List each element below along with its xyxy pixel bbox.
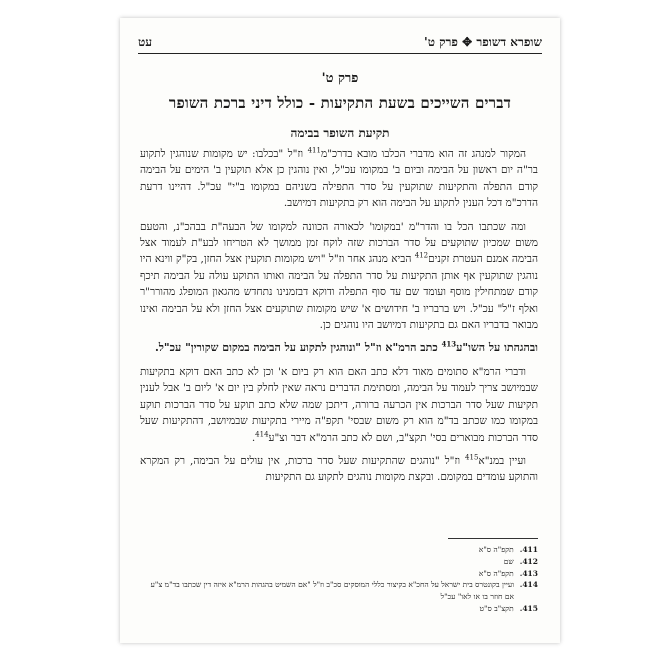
paragraph: המקור למנהג זה הוא מדברי הכלבו מובא בדרכ"מ$^{411}$ וז"ל "בכלבו: יש מקומות שנוהגין לתקוע בר"ה יום ראשון על הבימה וביום ב' במקומו עכ"ל, ואין נוהגין כן אלא תוקעין ב' הימים על הבימה קודם התפלה והתקיעות שתוקעין על סדר התפילה בשניהם במקומו ב"י" עכ"ל. דהיינו דרעת הדרכ"מ דכל הענין לתקוע על הבימה הוא רק בתקיעות דמיושב. xyxy=(140,146,538,210)
paragraph: ודברי הרמ"א סתומים מאוד דלא כתב האם הוא רק ביום א' וכן לא כתב האם דוקא בתקיעות שבמיושב צריך לעמוד על הבימה, ומסתימת הדברים נראה שאין לחלק בין יום א' ליום ב' אבל לענין תקיעות שעל סדר הברכות אין הכרעה ברורה, דיתכן שמה שלא כתב תוקע על סדר הברכות תוקע במקומו כמו שכתב בד"מ הוא רק משום שבסי' תקפ"ה מיירי בתקיעות שבמיושב, דהתקיעות שעל סדר הברכות מבוארים בסי' תקצ"ב, ושם לא כתב הרמ"א דבר וצ"ע$^{414}$. xyxy=(140,365,538,444)
paragraph: ועיין במנ"א$^{415}$ וז"ל "נוהגים שהתקיעות שעל סדר ברכות, אין עולים על הבימה, רק המקרא והתוקע עומדים במקומם. ובקצת מקומות נוהגים לתקוע גם התקיעות xyxy=(140,453,538,484)
footnote: 415. תקצ"ב ס"ט xyxy=(479,603,538,613)
footnote: 413. תקפ"ה ס"א xyxy=(478,568,538,578)
running-title: שופרא דשופר ✥ פרק ט' xyxy=(424,35,542,49)
section-title: תקיעת השופר בבימה xyxy=(290,126,390,140)
footnote-ref: 414 xyxy=(255,430,269,438)
chapter-title: דברים השייכים בשעת התקיעות - כולל דיני ברכת השופר xyxy=(168,94,512,112)
paragraph-bold: ובהגהתו על השו"ע$^{413}$ כתב הרמ"א וז"ל "ונוהגין לתקוע על הבימה במקום שקורין" עכ"ל. xyxy=(154,339,538,355)
footnote: 412. שם xyxy=(503,556,538,566)
book-page xyxy=(120,18,560,643)
running-header xyxy=(138,32,542,54)
body-text xyxy=(140,146,538,493)
footnote: 414. ועיין בקונטרס בית ישראל על החכ"א בקיצור כללי המוסקים סכ"ב וז"ל "אם השמיט בהגהות הרמ"א איזה דין שכתבו בד"מ צ"ע אם חוזר בו או לאו" עכ"ל xyxy=(150,580,538,602)
chapter-label: פרק ט' xyxy=(321,71,359,86)
footnote-divider xyxy=(448,538,538,539)
page-number: עט xyxy=(138,35,153,49)
footnote: 411. תקפ"ה ס"א xyxy=(478,545,538,554)
footnotes xyxy=(142,544,538,615)
paragraph: ומה שכתבו הכל בו והדר"מ 'במקומו' לכאורה הכוונה למקומו של הבעה"ת בבהכ"נ, והטעם משום שמכיון שתוקעים על סדר הברכות שזה לוקח זמן ממושך לא הטריחו לבע"ת לעמוד אצל הבימה אמנם העטרת זקנים$^{412}$ הביא מנהג אחר וז"ל "ויש מקומות תוקעין אצל החזן, בק"ק ווינא היו נוהגין שתוקעין אף אותן התקיעות על סדר התפלה על הבימה ואותו התוקע עולה על הבימה תיכף קודם שמתחילין מוסף ועומד שם עד סוף התפלה ודוקא דבזמנינו נתחדש מהגאון המופלג מהורר"ר ואלף ז"ל" עכ"ל. ויש ברבריו ב' חידושים א' שיש מקומות שתוקעים אצל החזן ולא על הבימה ואינו מבואר בדבריו האם גם בתקיעות דמיושב היו נוהגים כן. xyxy=(140,220,538,332)
footnote-ref: 412 xyxy=(414,251,429,260)
footnote-ref: 415 xyxy=(465,453,479,462)
footnote-ref: 413 xyxy=(441,339,457,349)
footnote-ref: 411 xyxy=(307,146,321,155)
